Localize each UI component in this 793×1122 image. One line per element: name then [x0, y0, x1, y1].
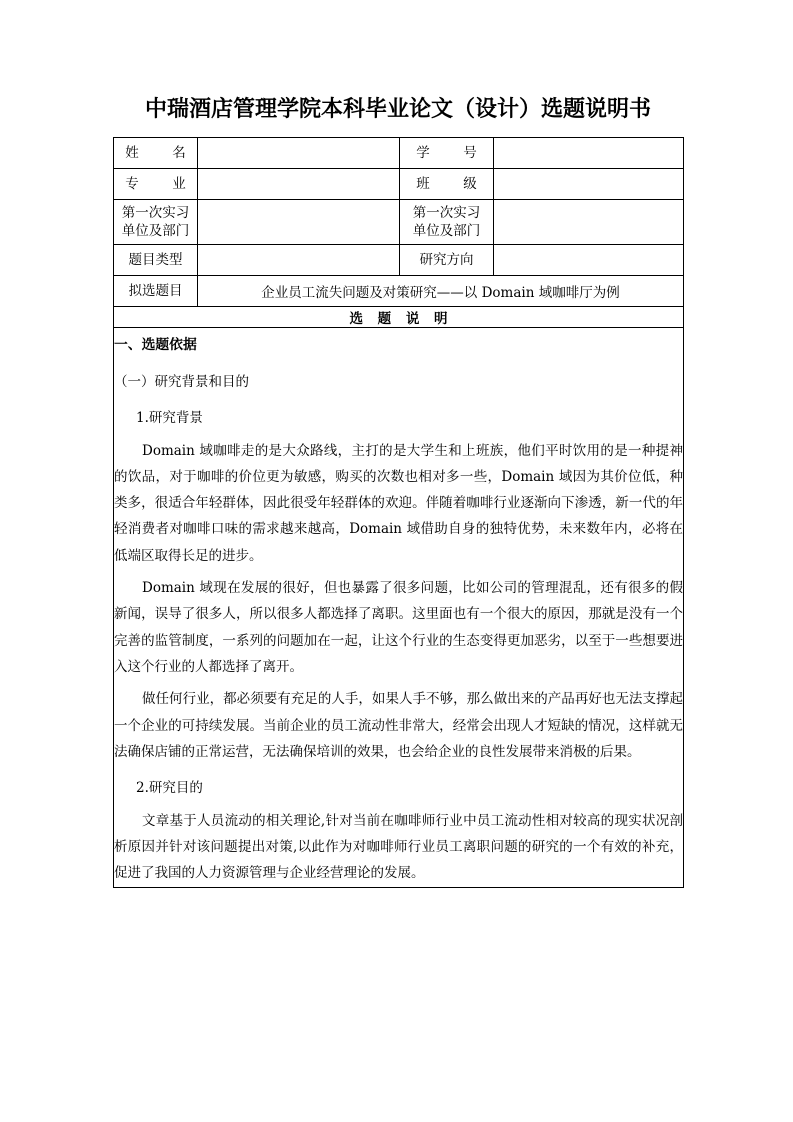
intern2-label	[400, 200, 494, 245]
class-label: 班 级	[400, 169, 494, 200]
subheading-purpose: 2.研究目的	[136, 780, 203, 797]
major-label: 专 业	[114, 169, 198, 200]
page-title: 中瑞酒店管理学院本科毕业论文（设计）选题说明书	[144, 96, 651, 122]
student-no-value[interactable]	[494, 138, 684, 169]
paragraph-2: Domain 域现在发展的很好，但也暴露了很多问题，比如公司的管理混乱，还有很多的假新闻，误导了很多人，所以很多人都选择了离职。这里面也有一个很大的原因，那就是没有一个完善的监管制度，一系列的问题加在一起，让这个行业的生态变得更加恶劣，以至于一些想要进入这个行业的人都选择了离开。	[114, 580, 683, 676]
table-row	[114, 328, 684, 888]
table-row	[114, 169, 684, 200]
topic-type-label: 题目类型	[114, 245, 198, 276]
selection-body	[114, 328, 684, 888]
research-direction-label: 研究方向	[400, 245, 494, 276]
name-label: 姓 名	[114, 138, 198, 169]
proposed-title-value[interactable]: 企业员工流失问题及对策研究——以 Domain 域咖啡厅为例	[198, 276, 684, 307]
intern2-label-line2: 单位及部门	[412, 223, 481, 239]
intern1-label-line1: 第一次实习	[121, 204, 190, 221]
intern2-label-line1: 第一次实习	[412, 204, 481, 221]
intern1-value[interactable]	[198, 200, 400, 245]
subheading-background: 1.研究背景	[136, 410, 203, 427]
paragraph-3: 做任何行业，都必须要有充足的人手，如果人手不够，那么做出来的产品再好也无法支撑起一个企业的可持续发展。当前企业的员工流动性非常大，经常会出现人才短缺的情况，这样就无法确保店铺的正常运营，无法确保培训的效果，也会给企业的良性发展带来消极的后果。	[114, 691, 683, 760]
table-row	[114, 200, 684, 245]
major-value[interactable]	[198, 169, 400, 200]
table-row	[114, 276, 684, 307]
proposed-title-label: 拟选题目	[114, 276, 198, 307]
topic-type-value[interactable]	[198, 245, 400, 276]
class-value[interactable]	[494, 169, 684, 200]
table-row	[114, 138, 684, 169]
intern2-value[interactable]	[494, 200, 684, 245]
table-row	[114, 245, 684, 276]
paragraph-4: 文章基于人员流动的相关理论,针对当前在咖啡师行业中员工流动性相对较高的现实状况剖析原因并针对该问题提出对策,以此作为对咖啡师行业员工离职问题的研究的一个有效的补充，促进了我国的人力资源管理与企业经营理论的发展。	[114, 812, 683, 882]
research-direction-value[interactable]	[494, 245, 684, 276]
paragraph-1: Domain 域咖啡走的是大众路线，主打的是大学生和上班族，他们平时饮用的是一种提神的饮品，对于咖啡的价位更为敏感，购买的次数也相对多一些，Domain 域因为其价位低，种类多，很适合年轻群体，因此很受年轻群体的欢迎。伴随着咖啡行业逐渐向下渗透，新一代的年轻消费者对咖啡口味的需求越来越高，Domain 域借助自身的独特优势，未来数年内，必将在低端区取得长足的进步。	[114, 442, 683, 564]
name-value[interactable]	[198, 138, 400, 169]
section-header: 选 题 说 明	[114, 307, 684, 328]
selection-form-table	[113, 137, 684, 888]
intern1-label	[114, 200, 198, 245]
intern1-label-line2: 单位及部门	[121, 223, 190, 239]
heading-basis: 一、选题依据	[114, 337, 197, 353]
subheading-background-purpose: （一）研究背景和目的	[114, 373, 249, 390]
table-row	[114, 307, 684, 328]
student-no-label: 学 号	[400, 138, 494, 169]
